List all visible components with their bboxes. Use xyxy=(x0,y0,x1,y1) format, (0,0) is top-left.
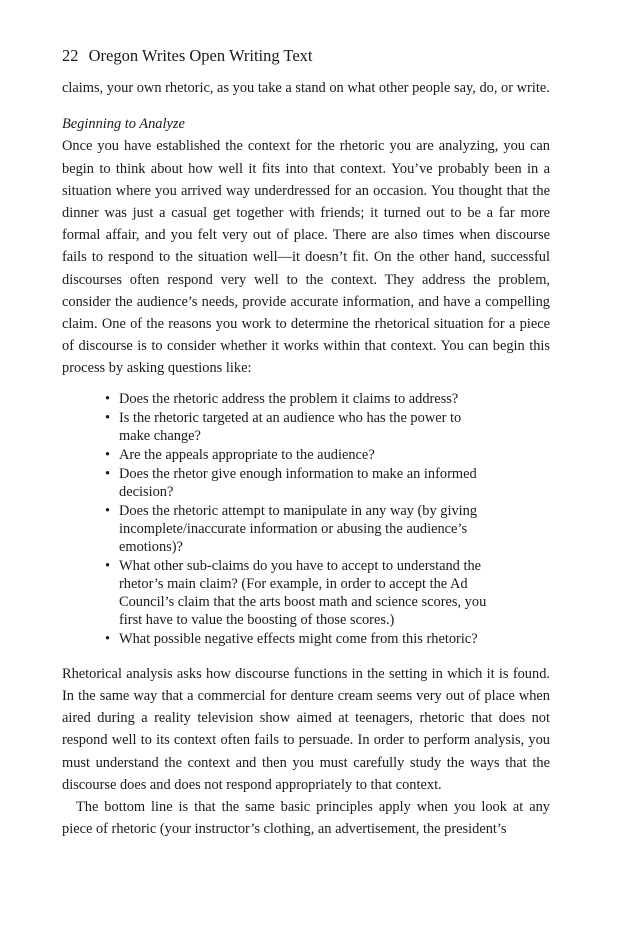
running-title: Oregon Writes Open Writing Text xyxy=(88,46,313,65)
bottom-line-paragraph: The bottom line is that the same basic principles apply when you look at any piece of rhetoric (your instructor’s clothing, an advertisement, the president’s xyxy=(62,799,550,838)
running-header xyxy=(62,44,550,68)
intro-paragraph: Once you have established the context for the rhetoric you are analyzing, you can begin to think about how well it fits into that context. You’ve probably been in a situation where you arrived way underdressed for an occasion. You thought that the dinner was just a casual get together with friends; it turned out to be a far more formal affair, and you felt very out of place. There are also times when discourse fails to respond to the situation well—it doesn’t fit. On the other hand, successful discourses often respond very well to the context. They address the problem, consider the audience’s needs, provide accurate information, and have a compelling claim. One of the reasons you work to determine the rhetorical situation for a piece of discourse is to consider whether it works within that context. You can begin this process by asking questions like: xyxy=(62,138,550,377)
list-item xyxy=(105,558,550,629)
list-item xyxy=(105,391,550,409)
continued-paragraph: claims, your own rhetoric, as you take a stand on what other people say, do, or write. xyxy=(62,80,550,96)
list-item xyxy=(105,631,550,649)
list-item-text: Does the rhetor give enough information to make an informed decision? xyxy=(119,466,477,501)
question-list xyxy=(62,391,550,649)
list-item xyxy=(105,447,550,465)
list-item xyxy=(105,410,550,446)
bullet-icon: • xyxy=(105,466,111,483)
analysis-paragraph: Rhetorical analysis asks how discourse functions in the setting in which it is found. In the same way that a commercial for denture cream seems very out of place when aired during a reality television show aimed at teenagers, rhetoric that does not respond well to its context often fails to persuade. In order to perform analysis, you must understand the context and then you must carefully study the ways that the discourse does and does not respond appropriately to that context. xyxy=(62,665,550,793)
list-item-text: Is the rhetoric targeted at an audience who has the power to make change? xyxy=(119,409,462,444)
list-item-text: Does the rhetoric attempt to manipulate in any way (by giving incomplete/inaccurate information or abusing the audience’s emotions)? xyxy=(119,503,478,556)
bullet-icon: • xyxy=(105,447,111,464)
document-page xyxy=(62,44,550,924)
list-item xyxy=(105,466,550,502)
page-number: 22 xyxy=(62,46,79,65)
bullet-icon: • xyxy=(105,631,111,647)
section-heading: Beginning to Analyze xyxy=(62,116,185,133)
bullet-icon: • xyxy=(105,409,111,426)
list-item-text: Does the rhetoric address the problem it claims to address? xyxy=(119,390,459,407)
list-item-text: What other sub-claims do you have to accept to understand the rhetor’s main claim? (For example, in order to accept the Ad Council’s claim that the arts boost math and science scores, you first have to value the boosting of those scores.) xyxy=(119,558,487,628)
bullet-icon: • xyxy=(105,503,111,520)
bullet-icon: • xyxy=(105,390,111,407)
list-item-text: Are the appeals appropriate to the audience? xyxy=(119,447,375,464)
bullet-icon: • xyxy=(105,558,111,575)
list-item-text: What possible negative effects might come from this rhetoric? xyxy=(119,631,478,647)
list-item xyxy=(105,503,550,556)
